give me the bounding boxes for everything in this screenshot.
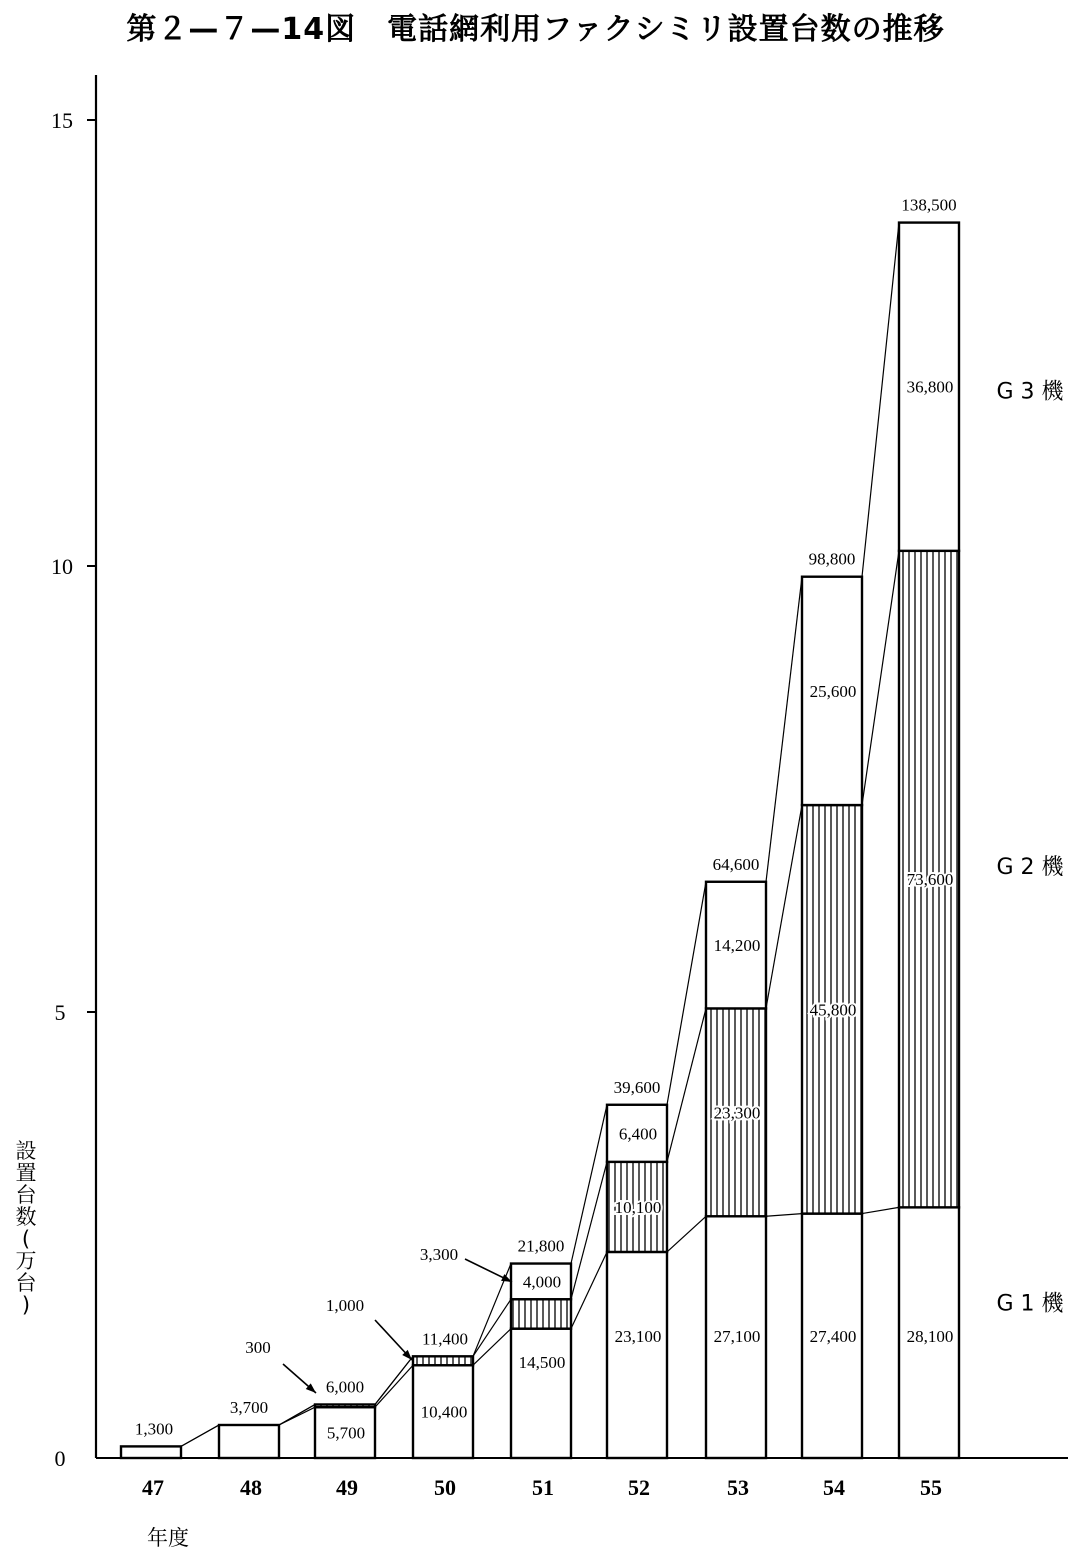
y-axis-label-char: (	[21, 1227, 31, 1251]
y-axis-label-char: 数	[15, 1205, 37, 1229]
total-value-label: 138,500	[901, 195, 957, 215]
bar-g1	[607, 1252, 667, 1458]
y-axis-label	[13, 1140, 39, 1316]
legend-label-1: G 1 機	[996, 1291, 1064, 1317]
total-value-label: 98,800	[808, 549, 856, 569]
g1-value-label: 5,700	[326, 1423, 366, 1443]
g1-value-label: 28,100	[906, 1327, 954, 1346]
g1-connector-line	[375, 1365, 413, 1407]
g3-value-label: 14,200	[713, 936, 761, 956]
total-value-label: 39,600	[613, 1077, 661, 1097]
y-tick-label: 0	[54, 1446, 66, 1471]
x-tick-label: 52	[628, 1475, 650, 1500]
g2-value-label: 10,100	[614, 1197, 662, 1217]
x-tick-label: 47	[142, 1475, 164, 1500]
total-value-label: 21,800	[517, 1236, 565, 1256]
g2-callout-label: 300	[245, 1338, 271, 1357]
g3-value-label: 25,600	[809, 681, 857, 701]
y-axis-label-char: 台	[15, 1183, 37, 1207]
g1-value-label: 14,500	[518, 1353, 566, 1372]
total-value-label: 1,300	[134, 1419, 174, 1439]
legend-label-2: G 2 機	[996, 855, 1064, 881]
g2-connector-line	[375, 1356, 413, 1404]
g1-connector-line	[766, 1214, 802, 1217]
x-axis-label: 年度	[147, 1526, 189, 1550]
g2-connector-line	[862, 551, 899, 805]
g3-value-label: 4,000	[522, 1272, 562, 1292]
g1-value-label: 23,100	[614, 1327, 662, 1346]
bar-g1	[219, 1425, 279, 1458]
y-axis-label-char: 万	[15, 1249, 37, 1273]
total-connector-line	[181, 1425, 219, 1446]
x-tick-label: 54	[823, 1475, 845, 1500]
g2-connector-line	[279, 1404, 315, 1425]
legend-label-3: G 3 機	[996, 379, 1064, 405]
total-value-label: 11,400	[421, 1329, 469, 1349]
g2-callout-label: 3,300	[419, 1245, 459, 1264]
x-tick-label: 49	[336, 1475, 358, 1500]
chart-title: 第２—７—14図 電話網利用ファクシミリ設置台数の推移	[126, 12, 945, 47]
x-tick-label: 53	[727, 1475, 749, 1500]
bar-g1	[511, 1329, 571, 1458]
total-value-label: 3,700	[229, 1397, 269, 1417]
y-tick-label: 5	[54, 1000, 66, 1025]
y-axis-label-char: 置	[15, 1161, 37, 1185]
total-value-label: 6,000	[325, 1377, 365, 1397]
x-tick-label: 48	[240, 1475, 262, 1500]
g1-value-label: 27,100	[713, 1327, 761, 1346]
bar-g2	[315, 1404, 375, 1407]
bar-g2	[413, 1356, 473, 1365]
x-tick-label: 55	[920, 1475, 942, 1500]
g1-value-label: 27,400	[809, 1327, 857, 1346]
y-tick-label: 15	[51, 108, 73, 133]
x-tick-label: 50	[434, 1475, 456, 1500]
g3-value-label: 36,800	[906, 377, 954, 397]
g1-connector-line	[667, 1216, 706, 1252]
g1-connector-line	[571, 1252, 607, 1329]
bar-g2	[511, 1299, 571, 1328]
g1-value-label: 10,400	[420, 1402, 468, 1422]
g2-callout-label: 1,000	[325, 1296, 365, 1315]
y-axis-label-char: )	[21, 1293, 31, 1317]
y-axis-label-char: 台	[15, 1271, 37, 1295]
g2-value-label: 73,600	[906, 870, 954, 890]
x-tick-label: 51	[532, 1475, 554, 1500]
y-tick-label: 10	[51, 554, 73, 579]
total-value-label: 64,600	[712, 854, 760, 874]
bar-g1	[121, 1446, 181, 1458]
g2-connector-line	[667, 1008, 706, 1161]
y-axis-label-char: 設	[15, 1139, 37, 1163]
g3-value-label: 6,400	[618, 1124, 658, 1144]
total-connector-line	[667, 882, 706, 1105]
total-connector-line	[862, 223, 899, 577]
g2-value-label: 45,800	[809, 1000, 857, 1020]
g2-value-label: 23,300	[713, 1103, 761, 1123]
g1-connector-line	[862, 1207, 899, 1213]
